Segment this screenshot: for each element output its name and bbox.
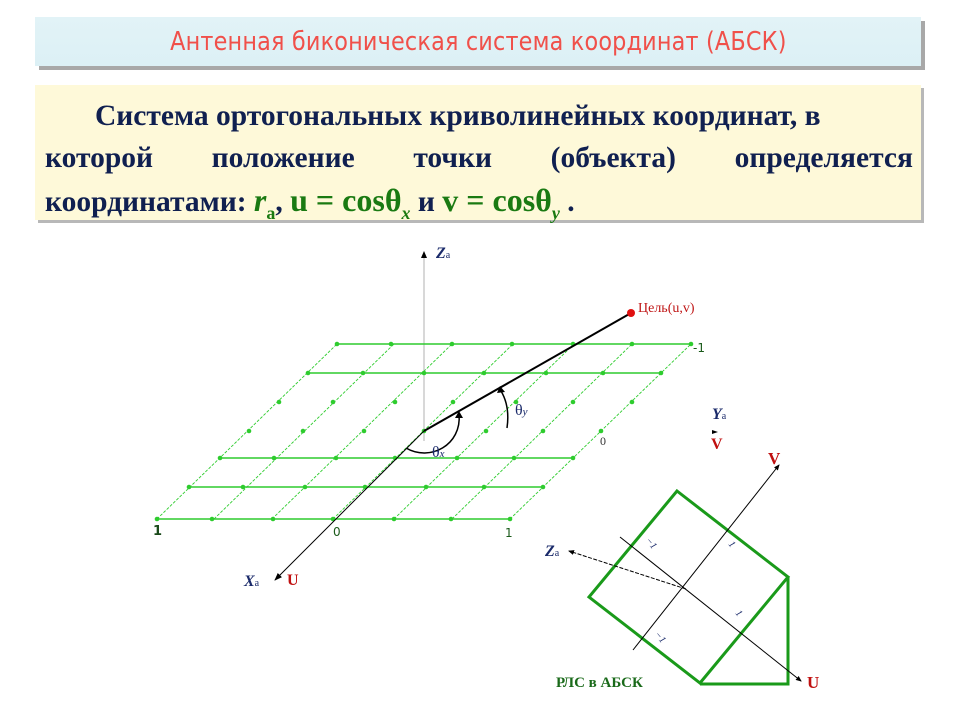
tick-zero-center: 0 xyxy=(333,525,341,539)
theta-y-label: θy xyxy=(515,402,528,419)
y-axis-label: Ya xyxy=(712,406,727,423)
theta-y-arc xyxy=(497,386,508,428)
radar-tick-top-right: 1 xyxy=(725,539,738,550)
u-subscript: x xyxy=(401,203,411,223)
z-axis-label: Za xyxy=(436,245,451,262)
v-subscript: y xyxy=(551,203,560,223)
radar-za-label: Za xyxy=(545,543,560,560)
tick-one-left: 1 xyxy=(153,524,163,539)
radar-u-label: U xyxy=(807,673,820,692)
target-point xyxy=(627,309,635,317)
tick-minus-one-far: -1 xyxy=(693,341,705,355)
u-axis-label-main: U xyxy=(287,572,299,589)
v-axis-label-main: V xyxy=(711,436,723,453)
v-formula: v = cosθ xyxy=(442,182,552,218)
tick-one-right: 1 xyxy=(505,526,513,540)
definition-line-2: которой положение точки (объекта) определяется xyxy=(45,142,913,174)
radar-v-label: V xyxy=(768,449,781,468)
y-axis-marker xyxy=(712,430,718,434)
x-axis xyxy=(275,431,424,580)
z-axis xyxy=(421,251,427,441)
u-formula: u = cosθ xyxy=(290,182,402,218)
r-subscript: а xyxy=(266,203,276,223)
radar-tick-top-left: −1 xyxy=(642,535,659,552)
x-axis-label: Xa xyxy=(244,573,260,590)
radar-diagram xyxy=(569,465,801,684)
definition-line-3: координатами: $r_а$, u = cosθ$_x$ и v = cosθ$_y$ . xyxy=(45,182,575,223)
radar-tick-bottom-right: 1 xyxy=(732,608,745,619)
slide-title: Антенная биконическая система координат (АБСК) xyxy=(169,26,787,57)
theta-x-label: θx xyxy=(432,444,445,461)
tick-zero-right: 0 xyxy=(600,434,606,448)
radar-tick-bottom-left: −1 xyxy=(651,629,668,646)
range-vector xyxy=(424,309,635,431)
r-symbol: r xyxy=(253,182,267,218)
radar-caption: РЛС в АБСК xyxy=(556,675,643,691)
definition-line-1: Система ортогональных криволинейных координат, в xyxy=(95,100,821,132)
target-label: Цель(u,v) xyxy=(638,301,695,316)
